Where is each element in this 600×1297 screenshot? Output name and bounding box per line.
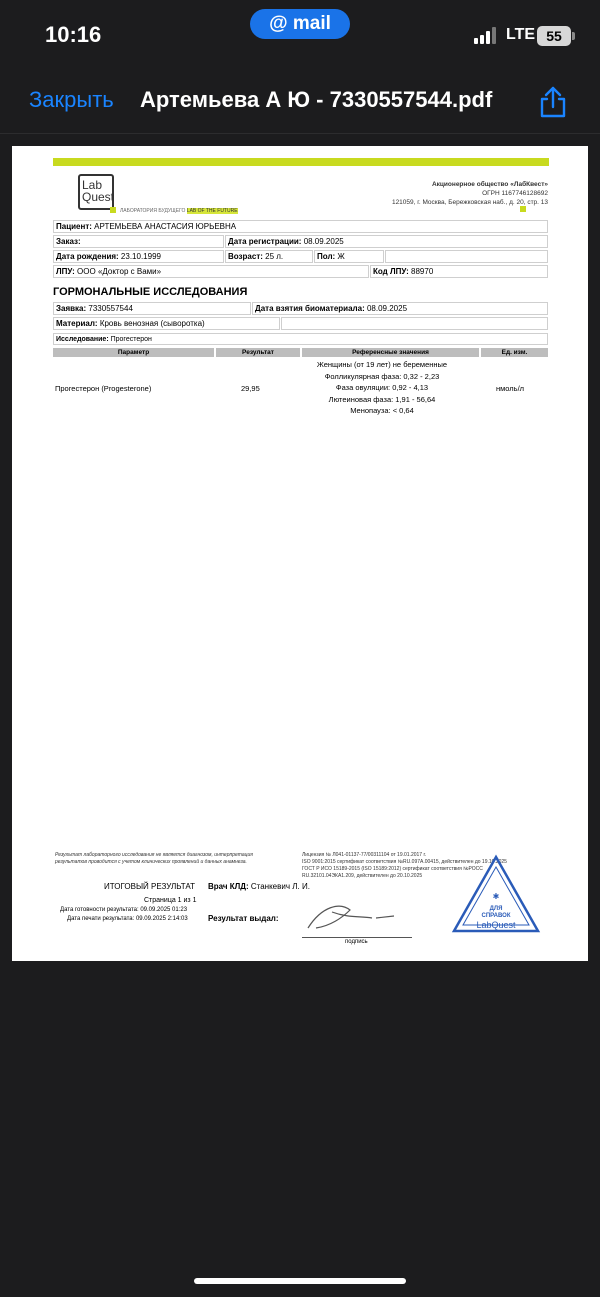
signature-caption: подпись xyxy=(345,939,368,945)
column-header-parameter: Параметр xyxy=(53,348,214,357)
column-header-reference: Референсные значения xyxy=(302,348,479,357)
cellular-signal-icon xyxy=(474,27,498,44)
lab-tagline: ЛАБОРАТОРИЯ БУДУЩЕГО LAB OF THE FUTURE xyxy=(120,208,238,214)
signature-line xyxy=(302,937,412,938)
patient-row: Пациент: АРТЕМЬЕВА АНАСТАСИЯ ЮРЬЕВНА xyxy=(53,220,548,233)
doctor-line: Врач КЛД: Станкевич Л. И. xyxy=(208,882,310,891)
issued-by-label: Результат выдал: xyxy=(208,914,279,923)
sample-date-cell: Дата взятия биоматериала: 08.09.2025 xyxy=(252,302,548,315)
section-title: ГОРМОНАЛЬНЫЕ ИССЛЕДОВАНИЯ xyxy=(53,286,248,298)
svg-text:LabQuest: LabQuest xyxy=(476,920,516,930)
battery-icon: 55 xyxy=(537,26,571,46)
home-indicator[interactable] xyxy=(194,1278,406,1284)
share-icon[interactable] xyxy=(537,85,569,119)
page-number: Страница 1 из 1 xyxy=(144,897,197,904)
status-bar xyxy=(0,0,600,70)
viewer-nav-bar xyxy=(0,70,600,134)
material-cell: Материал: Кровь венозная (сыворотка) xyxy=(53,317,280,330)
empty-cell xyxy=(281,317,548,330)
svg-text:ДЛЯ: ДЛЯ xyxy=(489,906,503,912)
sex-cell: Пол: Ж xyxy=(314,250,384,263)
pdf-page[interactable] xyxy=(12,146,588,961)
result-value: 29,95 xyxy=(241,384,260,393)
logo-accent-square xyxy=(110,207,116,213)
document-title: Артемьева А Ю - 7330557544.pdf xyxy=(140,87,493,112)
column-header-result: Результат xyxy=(216,348,300,357)
header-accent-bar xyxy=(53,158,549,166)
lab-stamp xyxy=(450,853,542,935)
print-date: Дата печати результата: 09.09.2025 2:14:03 xyxy=(67,916,188,922)
doctor-signature xyxy=(302,892,414,937)
company-info: Акционерное общество «ЛабКвест» ОГРН 1167746128692 121059, г. Москва, Бережковская наб., д. 20, стр. 13 xyxy=(391,181,548,206)
request-cell: Заявка: 7330557544 xyxy=(53,302,251,315)
result-parameter: Прогестерон (Progesterone) xyxy=(55,384,152,393)
labquest-logo: Lab Quest xyxy=(78,174,114,210)
study-cell: Исследование: Прогестерон xyxy=(53,333,548,345)
lpu-code-cell: Код ЛПУ: 88970 xyxy=(370,265,548,278)
reference-values: Женщины (от 19 лет) не беременные Фолликулярная фаза: 0,32 - 2,23 Фаза овуляции: 0,92 - 4,13 Лютеиновая фаза: 1,91 - 56,64 Менопауза: < 0,64 xyxy=(316,360,448,415)
result-unit: нмоль/л xyxy=(496,384,525,393)
svg-text:СПРАВОК: СПРАВОК xyxy=(481,913,511,919)
birth-date-cell: Дата рождения: 23.10.1999 xyxy=(53,250,224,263)
svg-text:✱: ✱ xyxy=(492,892,500,901)
age-cell: Возраст: 25 л. xyxy=(225,250,313,263)
ready-date: Дата готовности результата: 09.09.2025 01:23 xyxy=(60,907,188,913)
network-type: LTE xyxy=(506,26,536,43)
clock: 10:16 xyxy=(45,22,102,47)
final-result-label: ИТОГОВЫЙ РЕЗУЛЬТАТ xyxy=(104,882,195,891)
disclaimer: Результат лабораторного исследования не является диагнозом, интерпретация результатов проводится с учетом клинических проявлений и данных анамнеза. xyxy=(55,852,253,865)
empty-cell xyxy=(385,250,548,263)
column-header-unit: Ед. изм. xyxy=(481,348,548,357)
license-info: Лицензия № Л041-01137-77/00311104 от 19.01.2017 г. ISO 9001:2015 сертификат соответствия №RU.097А.00415, действителен до 19.10.2025 ГОСТ Р ИСО 15189-2015 (ISO 15189:2012) сертификат соответствия №РОСС RU.32101.04ЭКА1.209, действителен до 20.10.2025 xyxy=(302,852,507,879)
lpu-cell: ЛПУ: ООО «Доктор с Вами» xyxy=(53,265,369,278)
order-cell: Заказ: xyxy=(53,235,224,248)
mail-app-pill[interactable]: @ mail xyxy=(250,9,350,39)
close-button[interactable]: Закрыть xyxy=(29,87,114,112)
registration-date-cell: Дата регистрации: 08.09.2025 xyxy=(225,235,548,248)
